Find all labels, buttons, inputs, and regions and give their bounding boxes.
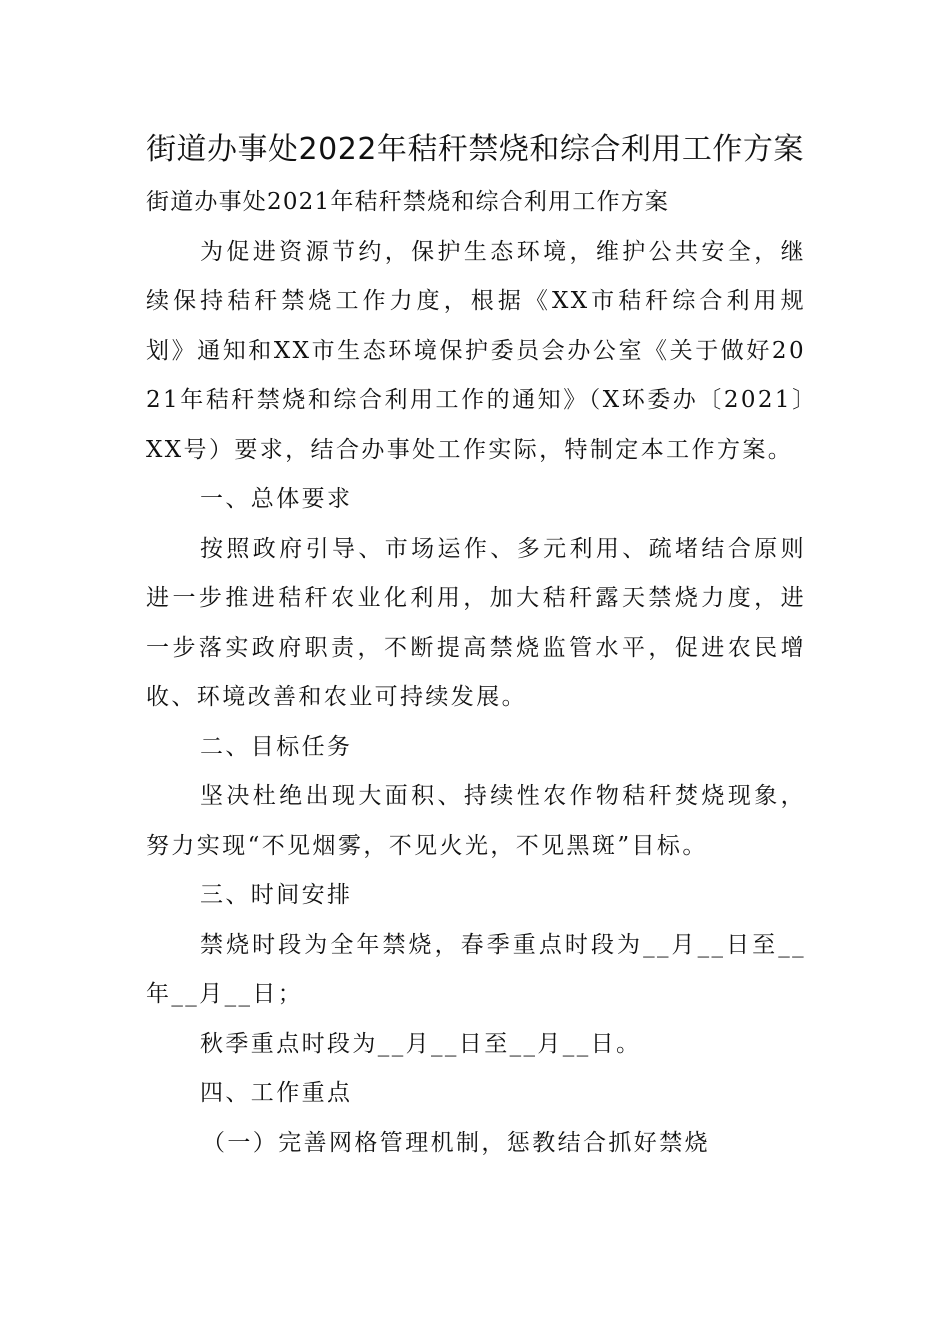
targets-paragraph: 坚决杜绝出现大面积、持续性农作物秸秆焚烧现象，努力实现“不见烟雾，不见火光，不见黑斑”目标。 xyxy=(146,783,806,859)
section-heading-schedule: 三、时间安排 xyxy=(200,882,353,908)
document-title: 街道办事处2022年秸秆禁烧和综合利用工作方案 xyxy=(146,132,804,167)
section-heading-work-focus: 四、工作重点 xyxy=(200,1080,353,1106)
section-heading-targets: 二、目标任务 xyxy=(200,733,353,760)
subsection-heading-grid-management: （一）完善网格管理机制，惩教结合抓好禁烧 xyxy=(202,1129,710,1156)
schedule-spring-paragraph: 禁烧时段为全年禁烧，春季重点时段为__月__日至__年__月__日； xyxy=(146,931,806,1007)
intro-paragraph: 为促进资源节约，保护生态环境，维护公共安全，继续保持秸秆禁烧工作力度，根据《XX市秸秆综合利用规划》通知和XX市生态环境保护委员会办公室《关于做好2021年秸秆禁烧和综合利用工作的通知》（X环委办〔2021〕XX号）要求，结合办事处工作实际，特制定本工作方案。 xyxy=(146,238,806,463)
section-heading-general-requirements: 一、总体要求 xyxy=(200,486,353,512)
document-body xyxy=(146,178,806,1168)
general-requirements-paragraph: 按照政府引导、市场运作、多元利用、疏堵结合原则进一步推进秸秆农业化利用，加大秸秆露天禁烧力度，进一步落实政府职责，不断提高禁烧监管水平，促进农民增收、环境改善和农业可持续发展。 xyxy=(146,535,806,710)
document-subtitle: 街道办事处2021年秸秆禁烧和综合利用工作方案 xyxy=(146,189,670,215)
schedule-autumn-paragraph: 秋季重点时段为__月__日至__月__日。 xyxy=(200,1030,642,1057)
